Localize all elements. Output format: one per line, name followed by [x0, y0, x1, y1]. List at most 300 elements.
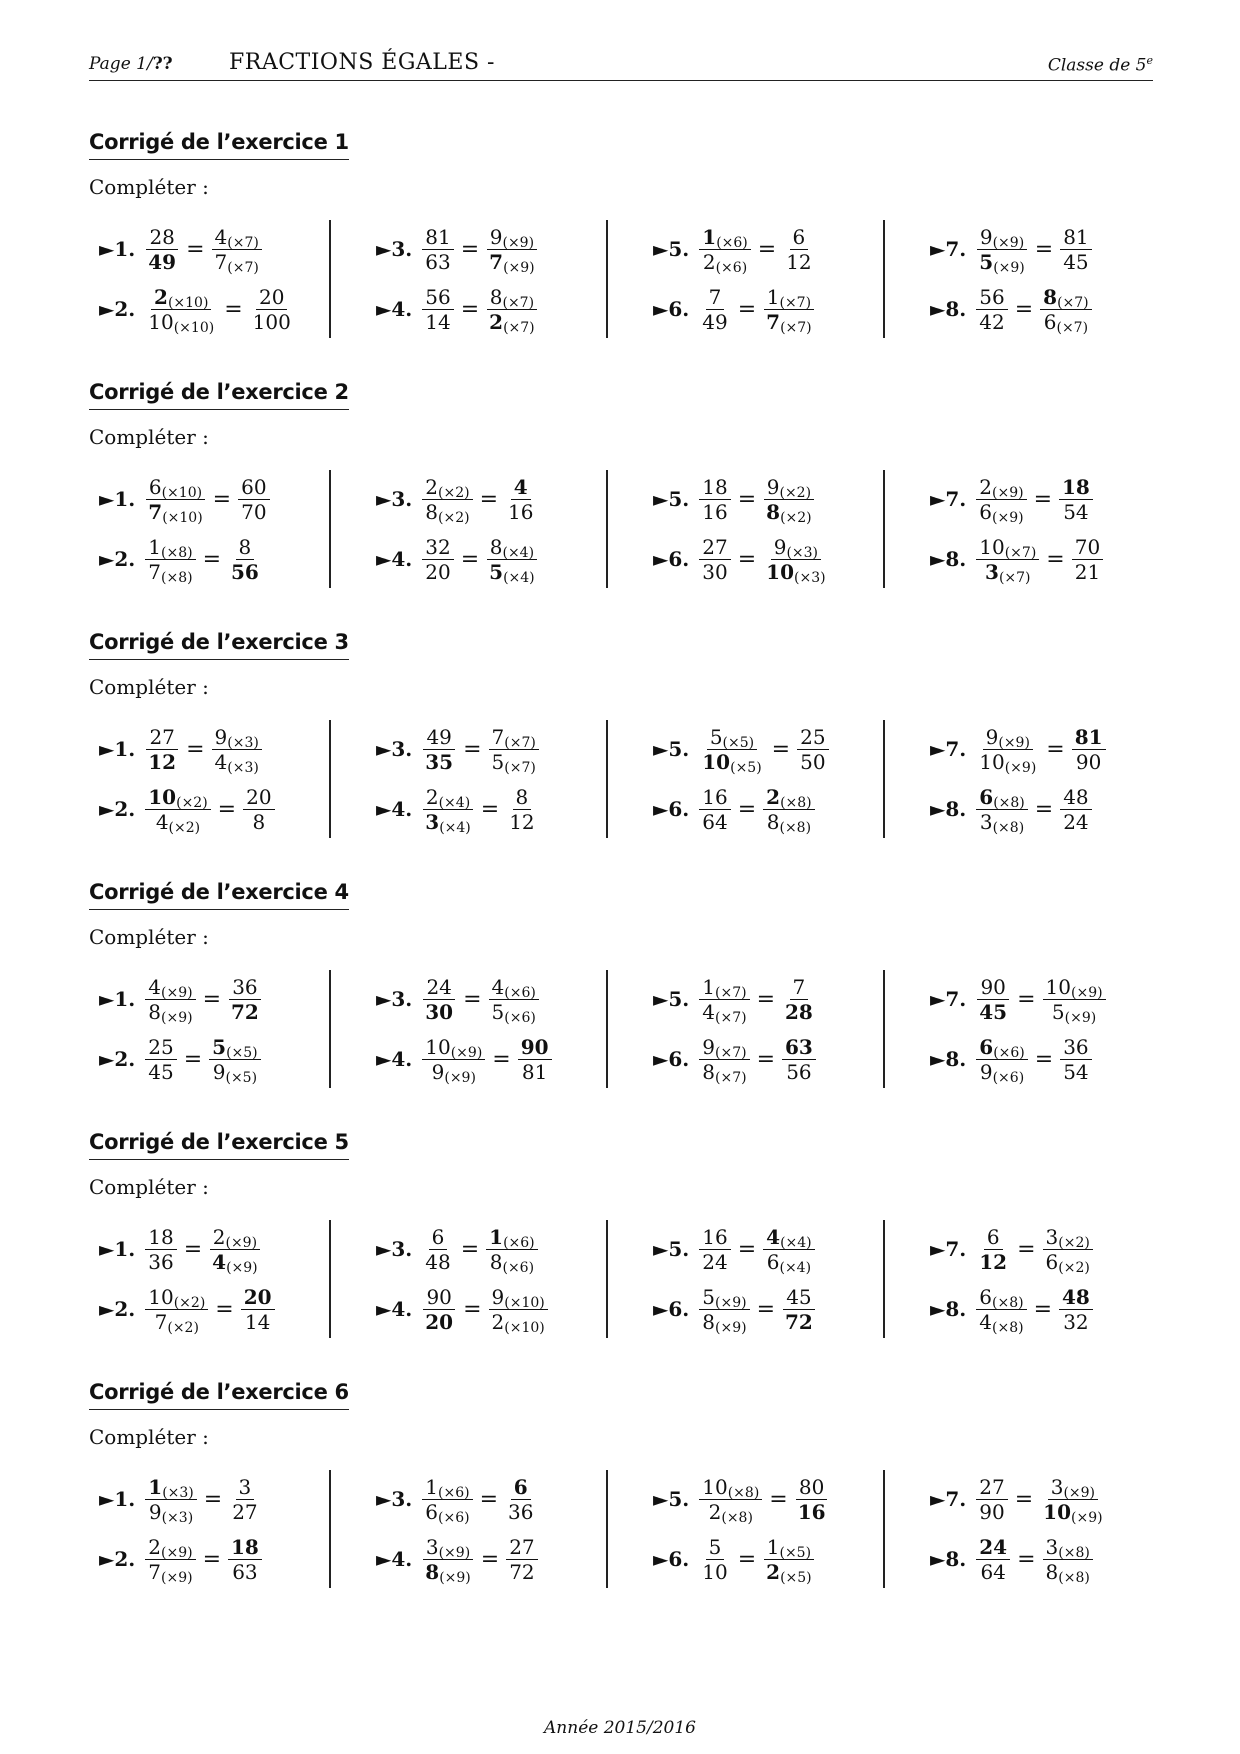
numerator — [699, 1475, 762, 1500]
numerator — [423, 1535, 473, 1560]
fraction — [976, 1475, 1007, 1524]
item-label: ►7. — [930, 737, 967, 761]
equation-item — [653, 1030, 818, 1088]
numerator — [1072, 725, 1106, 750]
numerator-value: 81 — [425, 224, 451, 249]
fraction — [209, 1225, 260, 1274]
equals-sign: = — [771, 736, 791, 762]
numerator-value: 6 — [148, 474, 162, 499]
numerator — [782, 1035, 816, 1060]
denominator — [976, 1310, 1026, 1334]
equals-sign: = — [1017, 1236, 1036, 1262]
numerator-value: 8 — [489, 284, 503, 309]
fraction — [489, 975, 539, 1024]
numerator-multiplier: (×9) — [161, 984, 193, 1001]
fraction — [422, 475, 472, 524]
denominator-value: 54 — [1063, 499, 1089, 524]
fraction — [699, 1475, 762, 1524]
equation-item — [930, 970, 1108, 1028]
exercise-column — [920, 470, 1160, 588]
denominator-value: 8 — [148, 999, 161, 1024]
denominator-value: 2 — [489, 309, 504, 334]
item-label: ►2. — [99, 1047, 136, 1071]
item-label: ►5. — [653, 1487, 690, 1511]
denominator-value: 9 — [148, 1499, 162, 1524]
numerator — [146, 225, 177, 250]
numerator — [513, 785, 532, 810]
numerator-value: 10 — [979, 534, 1005, 559]
numerator-value: 5 — [709, 724, 723, 749]
numerator — [243, 785, 274, 810]
denominator-value: 10 — [979, 749, 1005, 774]
numerator — [489, 725, 539, 750]
denominator-value: 50 — [800, 749, 826, 774]
equals-sign: = — [203, 1486, 223, 1512]
denominator-value: 56 — [786, 1059, 812, 1084]
numerator — [145, 1285, 208, 1310]
denominator — [422, 810, 473, 834]
denominator-multiplier: (×3) — [794, 569, 826, 586]
numerator — [236, 535, 255, 560]
denominator-multiplier: (×7) — [780, 319, 812, 336]
denominator-multiplier: (×7) — [227, 259, 259, 276]
denominator-value: 8 — [766, 499, 781, 524]
item-label: ►3. — [376, 737, 413, 761]
numerator-value: 10 — [148, 784, 177, 809]
fraction — [489, 725, 539, 774]
exercise-column — [643, 1220, 885, 1338]
numerator-value: 3 — [1050, 1474, 1064, 1499]
numerator-multiplier: (×8) — [161, 544, 193, 561]
numerator-value: 2 — [766, 784, 781, 809]
item-label: ►6. — [653, 1297, 690, 1321]
numerator — [763, 785, 814, 810]
numerator-multiplier: (×9) — [998, 734, 1030, 751]
item-label: ►4. — [376, 1047, 413, 1071]
denominator — [1060, 250, 1091, 274]
item-label: ►5. — [653, 1237, 690, 1261]
numerator — [976, 535, 1039, 560]
denominator — [486, 560, 537, 584]
denominator-value: 42 — [979, 309, 1005, 334]
denominator-value: 5 — [491, 999, 505, 1024]
denominator-multiplier: (×8) — [992, 1319, 1024, 1336]
numerator-value: 10 — [1045, 974, 1071, 999]
equation-item — [653, 970, 818, 1028]
denominator — [706, 1500, 756, 1524]
denominator-value: 30 — [702, 559, 728, 584]
denominator-value: 64 — [980, 1559, 1006, 1584]
denominator — [763, 560, 828, 584]
denominator — [519, 1060, 550, 1084]
numerator-multiplier: (×8) — [1058, 1544, 1090, 1561]
denominator-multiplier: (×6) — [438, 1509, 470, 1526]
numerator-value: 2 — [425, 474, 438, 499]
denominator-value: 4 — [214, 749, 228, 774]
fraction — [1059, 475, 1093, 524]
fraction — [763, 285, 814, 334]
numerator — [699, 975, 749, 1000]
equals-sign: = — [460, 296, 480, 322]
denominator-multiplier: (×10) — [162, 509, 203, 526]
numerator — [487, 285, 537, 310]
numerator — [145, 785, 210, 810]
numerator-value: 1 — [766, 284, 780, 309]
denominator — [422, 1560, 473, 1584]
fraction — [422, 975, 456, 1024]
denominator — [977, 1060, 1027, 1084]
fraction — [699, 1285, 749, 1334]
denominator — [1060, 1060, 1091, 1084]
denominator-multiplier: (×5) — [780, 1569, 812, 1586]
denominator-value: 45 — [148, 1059, 174, 1084]
denominator-value: 12 — [979, 1249, 1008, 1274]
numerator-value: 20 — [258, 284, 285, 309]
numerator-multiplier: (×9) — [225, 1234, 258, 1251]
numerator-multiplier: (×2) — [173, 1294, 206, 1311]
denominator — [699, 750, 764, 774]
item-label: ►4. — [376, 297, 413, 321]
denominator-multiplier: (×6) — [502, 1259, 535, 1276]
numerator-value: 18 — [702, 474, 728, 499]
denominator — [976, 1500, 1007, 1524]
fraction — [763, 1535, 814, 1584]
denominator-value: 2 — [766, 1559, 781, 1584]
denominator — [1049, 1000, 1099, 1024]
numerator-value: 18 — [1062, 474, 1090, 499]
exercise-column — [89, 220, 331, 338]
fraction — [422, 1475, 472, 1524]
numerator-value: 9 — [214, 724, 228, 749]
denominator-multiplier: (×7) — [998, 569, 1031, 586]
denominator-value: 12 — [148, 749, 177, 774]
denominator — [699, 560, 730, 584]
numerator — [256, 285, 287, 310]
item-label: ►6. — [653, 797, 690, 821]
fraction — [699, 1035, 749, 1084]
numerator-value: 6 — [431, 1224, 445, 1249]
denominator — [145, 560, 195, 584]
equals-sign: = — [202, 1546, 221, 1572]
document-title: FRACTIONS ÉGALES - — [229, 50, 495, 75]
denominator-value: 45 — [1063, 249, 1089, 274]
numerator-multiplier: (×7) — [1004, 544, 1037, 561]
numerator-multiplier: (×7) — [1057, 294, 1089, 311]
fraction — [238, 475, 269, 524]
fraction — [1072, 535, 1103, 584]
denominator-value: 16 — [797, 1499, 826, 1524]
page-total: ?? — [152, 54, 173, 74]
denominator — [153, 810, 203, 834]
fraction — [145, 975, 195, 1024]
section-title: Corrigé de l’exercice 3 — [89, 630, 349, 660]
equals-sign: = — [217, 796, 237, 822]
numerator — [699, 1225, 730, 1250]
equation-item — [653, 220, 817, 278]
numerator — [699, 225, 750, 250]
numerator-value: 90 — [426, 1284, 452, 1309]
equals-sign: = — [480, 1546, 500, 1572]
equals-sign: = — [463, 736, 482, 762]
numerator-value: 4 — [513, 474, 528, 499]
numerator — [797, 725, 828, 750]
equals-sign: = — [757, 236, 777, 262]
exercise-column — [643, 220, 885, 338]
item-label: ►1. — [99, 737, 136, 761]
numerator-value: 9 — [979, 224, 993, 249]
numerator — [763, 1225, 814, 1250]
denominator-value: 20 — [425, 559, 451, 584]
numerator-value: 7 — [792, 974, 806, 999]
equals-sign: = — [756, 1046, 775, 1072]
numerator-multiplier: (×9) — [161, 1544, 193, 1561]
denominator — [145, 1560, 195, 1584]
item-label: ►7. — [930, 1487, 967, 1511]
section-title: Corrigé de l’exercice 4 — [89, 880, 349, 910]
item-label: ►3. — [376, 487, 413, 511]
fraction — [422, 285, 453, 334]
numerator-value: 1 — [425, 1474, 438, 1499]
numerator-value: 3 — [425, 1534, 439, 1559]
denominator-value: 8 — [702, 1059, 715, 1084]
item-label: ►2. — [99, 297, 136, 321]
fraction — [976, 1225, 1010, 1274]
fraction — [699, 535, 730, 584]
fraction — [699, 1535, 730, 1584]
exercise-section — [89, 630, 1153, 860]
numerator-value: 2 — [148, 1534, 161, 1559]
denominator — [1043, 1250, 1093, 1274]
page-footer: Année 2015/2016 — [544, 1718, 696, 1738]
fraction — [699, 975, 749, 1024]
fraction — [782, 975, 816, 1024]
equation-item — [99, 470, 272, 528]
numerator — [796, 1475, 827, 1500]
instruction-text: Compléter : — [89, 925, 209, 949]
exercise-column — [643, 970, 885, 1088]
denominator — [212, 750, 262, 774]
numerator — [783, 1285, 814, 1310]
numerator-value: 5 — [708, 1534, 722, 1559]
denominator-multiplier: (×7) — [504, 759, 536, 776]
item-label: ►1. — [99, 987, 136, 1011]
exercise-column — [920, 970, 1160, 1088]
item-label: ►5. — [653, 737, 690, 761]
denominator — [422, 560, 453, 584]
numerator — [1048, 1475, 1098, 1500]
fraction — [422, 725, 456, 774]
denominator — [699, 1060, 749, 1084]
denominator — [797, 750, 828, 774]
equals-sign: = — [1033, 1296, 1052, 1322]
exercise-column — [366, 720, 608, 838]
denominator-value: 2 — [702, 249, 716, 274]
fraction — [976, 725, 1039, 774]
numerator — [699, 475, 730, 500]
denominator — [210, 1060, 260, 1084]
numerator-value: 2 — [154, 284, 168, 309]
numerator — [976, 1285, 1026, 1310]
fraction — [699, 725, 764, 774]
item-label: ►1. — [99, 487, 136, 511]
exercise-section — [89, 1130, 1153, 1360]
equation-item — [930, 280, 1094, 338]
item-label: ►3. — [376, 1237, 413, 1261]
denominator — [795, 1500, 829, 1524]
item-label: ►4. — [376, 1297, 413, 1321]
denominator-multiplier: (×7) — [503, 319, 535, 336]
denominator-multiplier: (×7) — [715, 1009, 747, 1026]
equals-sign: = — [737, 796, 757, 822]
numerator — [423, 975, 454, 1000]
denominator-multiplier: (×3) — [227, 759, 259, 776]
numerator — [976, 285, 1007, 310]
denominator — [249, 810, 268, 834]
denominator-multiplier: (×7) — [715, 1069, 747, 1086]
denominator-multiplier: (×9) — [1071, 1509, 1103, 1526]
fraction — [763, 535, 828, 584]
denominator — [783, 250, 814, 274]
denominator-value: 90 — [979, 1499, 1005, 1524]
numerator-multiplier: (×3) — [227, 734, 259, 751]
denominator-value: 20 — [425, 1309, 454, 1334]
section-title: Corrigé de l’exercice 2 — [89, 380, 349, 410]
denominator-value: 28 — [785, 999, 813, 1024]
item-label: ►6. — [653, 297, 690, 321]
denominator — [699, 500, 730, 524]
denominator — [1060, 810, 1091, 834]
instruction-text: Compléter : — [89, 425, 209, 449]
fraction — [1060, 225, 1091, 274]
numerator — [977, 975, 1008, 1000]
numerator-value: 9 — [489, 224, 503, 249]
denominator-value: 8 — [252, 809, 266, 834]
numerator — [422, 1035, 485, 1060]
denominator-multiplier: (×2) — [780, 509, 812, 526]
fraction — [422, 1285, 456, 1334]
numerator-value: 1 — [148, 1474, 163, 1499]
denominator-value: 12 — [786, 249, 812, 274]
fraction — [145, 225, 179, 274]
numerator-multiplier: (×9) — [715, 1294, 747, 1311]
item-label: ►8. — [930, 1297, 967, 1321]
denominator — [982, 560, 1033, 584]
numerator-multiplier: (×10) — [167, 294, 209, 311]
denominator-value: 8 — [1045, 1559, 1059, 1584]
equation-item — [99, 780, 277, 838]
fraction — [250, 285, 294, 334]
numerator — [489, 1285, 548, 1310]
equation-item — [376, 530, 540, 588]
numerator-value: 18 — [231, 1534, 259, 1559]
denominator — [699, 1560, 730, 1584]
numerator — [228, 1535, 262, 1560]
numerator-value: 10 — [148, 1284, 174, 1309]
numerator-value: 8 — [489, 534, 503, 559]
numerator-value: 9 — [491, 1284, 505, 1309]
denominator-value: 24 — [702, 1249, 728, 1274]
equals-sign: = — [769, 1486, 788, 1512]
numerator-multiplier: (×10) — [504, 1294, 545, 1311]
denominator-value: 6 — [425, 1499, 438, 1524]
fraction — [145, 475, 205, 524]
equation-item — [376, 470, 538, 528]
denominator-multiplier: (×3) — [161, 1509, 194, 1526]
denominator-value: 10 — [702, 1559, 728, 1584]
denominator — [487, 1250, 537, 1274]
equation-item — [99, 1470, 263, 1528]
denominator-value: 3 — [985, 559, 999, 584]
equals-sign: = — [737, 486, 757, 512]
numerator-value: 9 — [766, 474, 780, 499]
denominator-multiplier: (×9) — [161, 1569, 193, 1586]
fraction — [976, 535, 1039, 584]
fraction — [1072, 725, 1106, 774]
numerator-value: 2 — [979, 474, 992, 499]
numerator-value: 60 — [241, 474, 267, 499]
denominator-multiplier: (×2) — [1058, 1259, 1090, 1276]
equals-sign: = — [186, 736, 205, 762]
numerator — [790, 225, 809, 250]
denominator-value: 49 — [702, 309, 728, 334]
denominator-multiplier: (×7) — [1056, 319, 1089, 336]
fraction — [422, 535, 453, 584]
fraction — [145, 1475, 196, 1524]
numerator — [511, 475, 531, 500]
numerator — [699, 535, 730, 560]
numerator-multiplier: (×10) — [161, 484, 203, 501]
numerator — [1060, 225, 1091, 250]
fraction — [699, 225, 750, 274]
denominator — [505, 1500, 536, 1524]
denominator-value: 8 — [489, 1249, 503, 1274]
numerator-value: 70 — [1074, 534, 1101, 559]
item-label: ►4. — [376, 1547, 413, 1571]
numerator-multiplier: (×9) — [502, 234, 535, 251]
numerator-value: 27 — [702, 534, 728, 559]
numerator — [1059, 1285, 1093, 1310]
fraction — [422, 225, 453, 274]
fraction — [699, 285, 730, 334]
class-superscript: e — [1146, 54, 1153, 67]
denominator-value: 5 — [979, 249, 994, 274]
numerator-value: 18 — [148, 1224, 174, 1249]
equation-item — [930, 1220, 1095, 1278]
denominator — [228, 1000, 262, 1024]
denominator-multiplier: (×4) — [439, 819, 471, 836]
fraction — [976, 285, 1007, 334]
numerator-value: 7 — [491, 724, 505, 749]
numerator-multiplier: (×6) — [438, 1484, 470, 1501]
denominator — [145, 1250, 176, 1274]
numerator-value: 7 — [708, 284, 722, 309]
fraction — [145, 1535, 195, 1584]
denominator — [1060, 1310, 1091, 1334]
equation-item — [99, 720, 264, 778]
fraction — [783, 225, 814, 274]
fraction — [422, 1535, 473, 1584]
denominator — [700, 250, 750, 274]
denominator-value: 4 — [155, 809, 169, 834]
fraction — [1043, 975, 1106, 1024]
item-label: ►8. — [930, 1047, 967, 1071]
numerator — [976, 1035, 1027, 1060]
denominator-value: 5 — [1051, 999, 1065, 1024]
numerator-value: 1 — [702, 224, 717, 249]
page-number — [89, 54, 173, 74]
item-label: ►2. — [99, 547, 136, 571]
numerator — [145, 535, 195, 560]
